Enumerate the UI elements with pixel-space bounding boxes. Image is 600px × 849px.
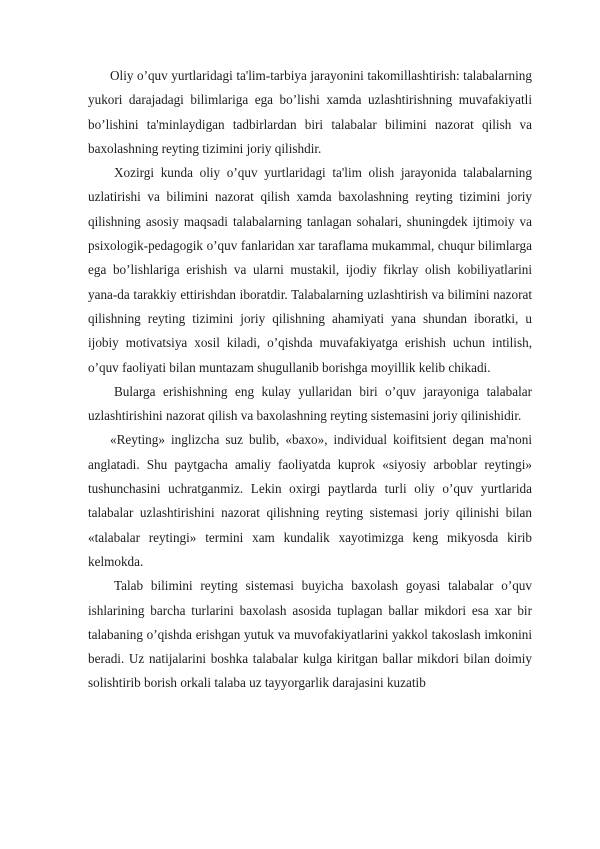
paragraph-2: Xozirgi kunda oliy o’quv yurtlaridagi ta'lim olish jarayonida talabalarning uzlatirishi va bilimini nazorat qilish xamda baxolashning reyting tizimini joriy qilishning asosiy maqsadi talabalarning tanlagan sohalari, shuningdek ijtimoiy va psixologik-pedagogik o’quv fanlaridan xar taraflama mukammal, chuqur bilimlarga ega bo’lishlariga erishish va ularni mustakil, ijodiy fikrlay olish kobiliyatlarini yana-da tarakkiy ettirishdan iboratdir. Talabalarning uzlashtirish va bilimini nazorat qilishning reyting tizimini joriy qilishning ahamiyati yana shundan iboratki, u ijobiy motivatsiya xosil kiladi, o’qishda muvafakiyatga erishish uchun intilish, o’quv faoliyati bilan muntazam shugullanib borishga moyillik kelib chikadi. xyxy=(88,165,532,375)
paragraph-3: Bularga erishishning eng kulay yullaridan biri o’quv jarayoniga talabalar uzlashtirishini nazorat qilish va baxolashning reyting sistemasini joriy qilinishidir. xyxy=(88,383,532,424)
document-body xyxy=(88,64,532,696)
paragraph-1: Oliy o’quv yurtlaridagi ta'lim-tarbiya jarayonini takomillashtirish: talabalarning yukori darajadagi bilimlariga ega bo’lishi xamda uzlashtirishning muvafakiyatli bo’lishini ta'minlaydigan tadbirlardan biri talabalar bilimini nazorat qilish va baxolashning reyting tizimini joriy qilishdir. xyxy=(88,68,532,156)
paragraph-4: «Reyting» inglizcha suz bulib, «baxo», individual koifitsient degan ma'noni anglatadi. Shu paytgacha amaliy faoliyatda kuprok «siyosiy arboblar reytingi» tushunchasini uchratganmiz. Lekin oxirgi paytlarda turli oliy o’quv yurtlarida talabalar uzlashtirishini nazorat qilishning reyting sistemasi joriy qilinishi bilan «talabalar reytingi» termini xam kundalik xayotimizga keng mikyosda kirib kelmokda. xyxy=(88,432,532,569)
paragraph-5: Talab bilimini reyting sistemasi buyicha baxolash goyasi talabalar o’quv ishlarining barcha turlarini baxolash asosida tuplagan ballar mikdori esa xar bir talabaning o’qishda erishgan yutuk va muvofakiyatlarini yakkol takoslash imkonini beradi. Uz natijalarini boshka talabalar kulga kiritgan ballar mikdori bilan doimiy solishtirib borish orkali talaba uz tayyorgarlik darajasini kuzatib xyxy=(88,578,532,691)
